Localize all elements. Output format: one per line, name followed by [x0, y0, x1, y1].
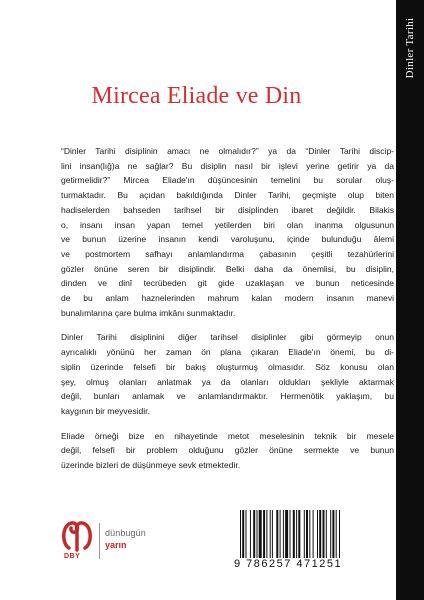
isbn-number: 9 786257 471251	[234, 558, 343, 570]
blurb-paragraph	[61, 330, 394, 418]
blurb-paragraph	[61, 144, 394, 320]
barcode-bar	[296, 510, 297, 558]
barcode-bar	[259, 510, 262, 558]
blurb-line: Eliade örneği bize en nihayetinde metot meselesinin teknik bir mesele	[61, 430, 394, 441]
barcode-bar	[319, 510, 321, 558]
barcode-bar	[326, 510, 327, 558]
blurb-line: dinden ve dinî tecrübeden git gide uzaklaşan ve bunun neticesinde	[61, 278, 394, 289]
blurb-line: siplin üzerinde felsefi bir bakış oluşturmuş olmasıdır. Söz konusu olan	[61, 361, 394, 372]
barcode-bar	[298, 510, 300, 558]
barcode-bar	[246, 510, 247, 558]
barcode-bar	[276, 510, 278, 558]
barcode-bar	[242, 510, 244, 558]
isbn-barcode	[230, 508, 394, 576]
blurb-line: turmaktadır. Bu açıdan bakıldığında Dinler Tarihi, geçmişte olup biten	[61, 190, 394, 201]
barcode-bar	[280, 510, 281, 558]
barcode-bar	[313, 510, 314, 558]
barcode-icon	[238, 510, 390, 558]
barcode-bar	[309, 510, 310, 558]
blurb-line: ve postmortem safhayı anlamlandırma çabasının çeşitli tezahürlerini	[61, 248, 394, 259]
barcode-bar	[263, 510, 265, 558]
blurb-line: ve bunun üzerine insanın kendi varoluşunu, içinde bulunduğu âlemi	[61, 234, 394, 245]
barcode-bar	[270, 510, 271, 558]
barcode-bar	[293, 510, 295, 558]
barcode-bar	[257, 510, 258, 558]
barcode-bar	[339, 510, 340, 558]
barcode-bar	[240, 510, 241, 558]
book-spine	[396, 0, 424, 600]
barcode-bar	[323, 510, 325, 558]
blurb-line: o, insanı insan yapan temel yetilerden biri olan inanma olgusunun	[61, 219, 394, 230]
blurb-line: şey, olmuş olanları anlatmak ya da olanları oldukları şekliyle aktarmak	[61, 376, 394, 387]
blurb-line: değil, bunları anlamak ve anlamlandırmaktır. Hermenötik yaklaşım, bu	[61, 391, 394, 402]
blurb-paragraph	[61, 429, 394, 473]
barcode-bar	[266, 510, 267, 558]
barcode-bar	[272, 510, 273, 558]
blurb-line: hadiselerden bahseden tarihsel bir disiplinden ibaret değildir. Bilakis	[61, 204, 394, 215]
book-title: Mircea Eliade ve Din	[91, 83, 302, 109]
publisher-mark-text: DBY	[64, 553, 81, 560]
blurb-line: bunalımlarına çare bulma imkânı sunmaktadır.	[61, 307, 236, 318]
blurb-line: ayrıcalıklı yönünü her zaman ön plana çıkaran Eliade'ın önemi, bu di-	[61, 347, 394, 358]
barcode-bar	[290, 510, 291, 558]
barcode-bar	[285, 510, 288, 558]
blurb-line: Dinler Tarihi disiplinini diğer tarihsel disiplinler gibi görmeyip onun	[61, 332, 394, 343]
barcode-bar	[317, 510, 318, 558]
barcode-bar	[336, 510, 337, 558]
barcode-bar	[330, 510, 331, 558]
publisher-name: dünbugün	[105, 528, 146, 538]
logo-divider	[99, 523, 100, 559]
barcode-bar	[304, 510, 305, 558]
barcode-bar	[250, 510, 251, 558]
blurb-line: değil, felsefi bir problem olduğunu gözler önüne sermekte ve bunun	[61, 445, 394, 456]
publisher-logo	[60, 516, 180, 566]
publisher-mark-icon	[60, 516, 94, 556]
blurb-line: kaygının bir meyvesidir.	[61, 405, 150, 416]
blurb-line: üzerinde bizleri de düşünmeye sevk etmektedir.	[61, 460, 241, 471]
blurb-line: de bu anlam haznelerinden mahrum kalan modern insanın manevi	[61, 293, 394, 304]
publisher-name-sub: yarın	[105, 540, 127, 550]
blurb-line: getirmelidir?” Mircea Eliade'ın düşüncesinin temelini bu sorular oluş-	[61, 175, 394, 186]
blurb-line: lini insan(lığ)a ne sağlar? Bu disiplin nasıl bir işlevi yerine getirir ya da	[61, 160, 394, 171]
blurb-line: “Dinler Tarihi disiplinin amacı ne olmalıdır?” ya da “Dinler Tarihi discip-	[61, 146, 394, 156]
back-cover-blurb	[61, 144, 394, 483]
barcode-bar	[253, 510, 255, 558]
blurb-line: gözler önüne seren bir disiplindir. Belki daha da önemlisi, bu disiplin,	[61, 263, 394, 274]
barcode-bar	[306, 510, 308, 558]
spine-title: Dinler Tarihi	[404, 17, 416, 79]
barcode-bar	[283, 510, 284, 558]
barcode-bar	[332, 510, 334, 558]
